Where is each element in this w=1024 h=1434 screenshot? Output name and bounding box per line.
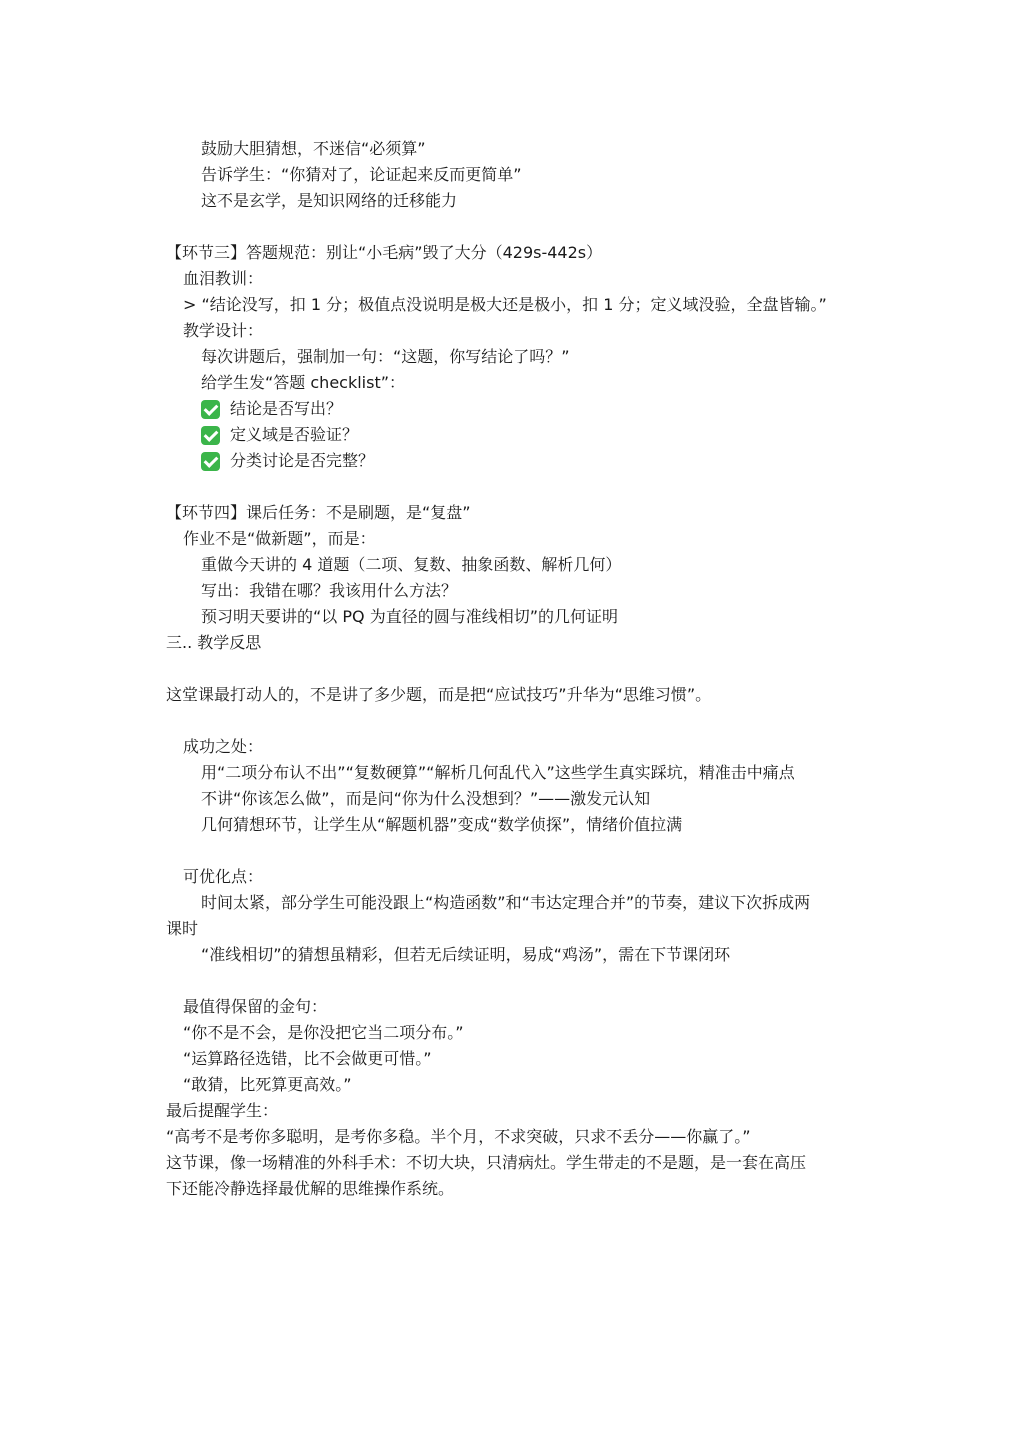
- text-line: 不讲“你该怎么做”，而是问“你为什么没想到？”——激发元认知: [201, 789, 651, 808]
- text-line: 给学生发“答题 checklist”：: [201, 373, 406, 392]
- text-line: 写出：我错在哪？我该用什么方法？: [201, 581, 458, 600]
- text-line: 这不是玄学，是知识网络的迁移能力: [201, 191, 458, 210]
- text-line: 用“二项分布认不出”“复数硬算”“解析几何乱代入”这些学生真实踩坑，精准击中痛点: [201, 763, 795, 782]
- checklist-item: [201, 424, 358, 446]
- checkmark-icon: [201, 426, 220, 445]
- text-line: 鼓励大胆猜想，不迷信“必须算”: [201, 139, 426, 158]
- quote-line: > “结论没写，扣 1 分；极值点没说明是极大还是极小，扣 1 分；定义域没验，全盘皆输。”: [183, 295, 827, 314]
- text-line: 作业不是“做新题”，而是：: [183, 529, 376, 548]
- checkmark-icon: [201, 452, 220, 471]
- text-line: 血泪教训：: [183, 269, 264, 288]
- paragraph: 这堂课最打动人的，不是讲了多少题，而是把“应试技巧”升华为“思维习惯”。: [166, 685, 712, 704]
- section-heading: 【环节三】答题规范：别让“小毛病”毁了大分（429s-442s）: [166, 243, 603, 262]
- text-line: “准线相切”的猜想虽精彩，但若无后续证明，易成“鸡汤”，需在下节课闭环: [201, 945, 731, 964]
- text-line: 几何猜想环节，让学生从“解题机器”变成“数学侦探”，情绪价值拉满: [201, 815, 683, 834]
- paragraph: 下还能冷静选择最优解的思维操作系统。: [166, 1179, 455, 1198]
- section-heading: 【环节四】课后任务：不是刷题，是“复盘”: [166, 503, 471, 522]
- checklist-item-label: 分类讨论是否完整？: [230, 451, 375, 470]
- checklist-item: [201, 450, 374, 472]
- checklist-item: [201, 398, 342, 420]
- text-line: 告诉学生：“你猜对了，论证起来反而更简单”: [201, 165, 522, 184]
- section-heading: 三.. 教学反思: [166, 633, 262, 652]
- text-line: 重做今天讲的 4 道题（二项、复数、抽象函数、解析几何）: [201, 555, 622, 574]
- text-line: 最值得保留的金句：: [183, 997, 328, 1016]
- text-line: 成功之处：: [183, 737, 264, 756]
- quote-line: “你不是不会，是你没把它当二项分布。”: [183, 1023, 464, 1042]
- text-line: 可优化点：: [183, 867, 264, 886]
- checklist-item-label: 结论是否写出？: [230, 399, 343, 418]
- text-line: 每次讲题后，强制加一句：“这题，你写结论了吗？”: [201, 347, 570, 366]
- checkmark-icon: [201, 400, 220, 419]
- text-line: 最后提醒学生：: [166, 1101, 279, 1120]
- paragraph: 这节课，像一场精准的外科手术：不切大块，只清病灶。学生带走的不是题，是一套在高压: [166, 1153, 807, 1172]
- quote-line: “高考不是考你多聪明，是考你多稳。半个月，不求突破，只求不丢分——你赢了。”: [166, 1127, 751, 1146]
- quote-line: “运算路径选错，比不会做更可惜。”: [183, 1049, 432, 1068]
- text-line: 时间太紧，部分学生可能没跟上“构造函数”和“韦达定理合并”的节奏，建议下次拆成两: [201, 893, 811, 912]
- text-line: 课时: [166, 919, 199, 938]
- text-line: 预习明天要讲的“以 PQ 为直径的圆与准线相切”的几何证明: [201, 607, 618, 626]
- text-line: 教学设计：: [183, 321, 264, 340]
- checklist-item-label: 定义域是否验证？: [230, 425, 359, 444]
- quote-line: “敢猜，比死算更高效。”: [183, 1075, 352, 1094]
